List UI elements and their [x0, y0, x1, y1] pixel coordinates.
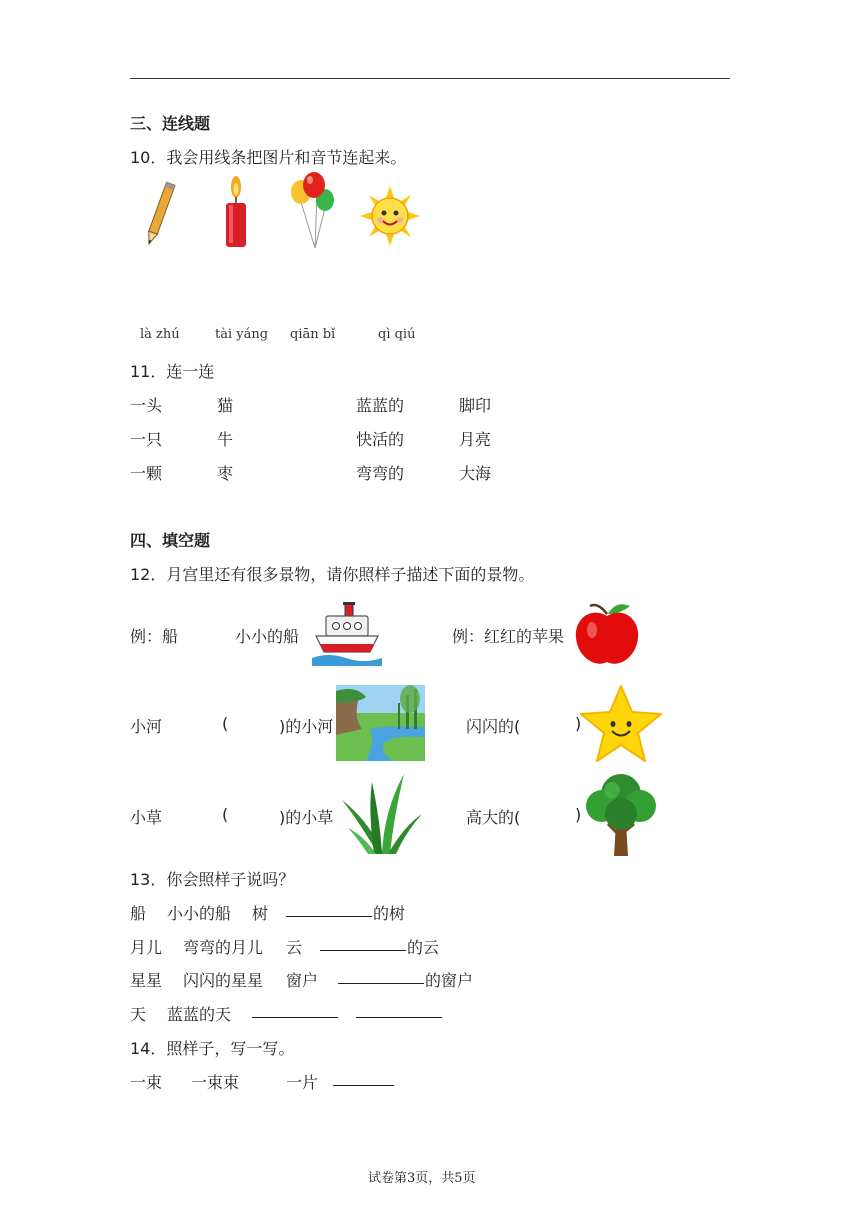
- q12-row2-paren-close: ): [575, 714, 582, 733]
- q13-line2-example: 弯弯的月儿: [183, 938, 264, 957]
- star-image: [578, 684, 664, 764]
- q11-prompt: 11．连一连: [130, 362, 215, 381]
- q13-line4-example: 蓝蓝的天: [167, 1005, 232, 1024]
- q12-row3-paren-open[interactable]: (: [222, 805, 229, 824]
- page-footer: 试卷第3页，共5页: [368, 1171, 476, 1186]
- q14-blank[interactable]: [333, 1069, 394, 1086]
- q12-example-1: 例：船: [130, 627, 179, 646]
- q12-row3-paren-close: ): [575, 805, 582, 824]
- q12-prompt: 12．月宫里还有很多景物，请你照样子描述下面的景物。: [130, 565, 535, 584]
- pinyin-qiqiu: qì qiú: [378, 327, 416, 342]
- match-right-2: 牛: [217, 430, 234, 449]
- grass-image: [338, 770, 424, 854]
- match-left-2: 一只: [130, 430, 163, 449]
- match-right-5: 月亮: [459, 430, 492, 449]
- q12-row2-paren-open[interactable]: (: [222, 714, 229, 733]
- q13-line3-example: 闪闪的星星: [183, 971, 264, 990]
- q12-row2-suffix: )的小河: [279, 717, 334, 736]
- q13-line1-example: 小小的船: [167, 904, 232, 923]
- q12-row2-label: 小河: [130, 717, 163, 736]
- match-left-6: 弯弯的: [356, 464, 405, 483]
- q13-line4-blank-1[interactable]: [252, 1001, 338, 1018]
- match-left-3: 一颗: [130, 464, 163, 483]
- q12-example-1-answer: 小小的船: [235, 627, 300, 646]
- section-3-title: 三、连线题: [130, 114, 211, 133]
- q13-line3-blank[interactable]: [338, 967, 424, 984]
- q12-row3-item2[interactable]: 高大的(: [466, 808, 521, 827]
- q14-prompt: 14．照样子，写一写。: [130, 1039, 295, 1058]
- pencil-image: [140, 180, 180, 250]
- q14-example-word: 一束: [130, 1073, 163, 1092]
- q13-line4-word: 天: [130, 1005, 147, 1024]
- q12-example-2: 例：红红的苹果: [452, 627, 565, 646]
- q12-row2-item2[interactable]: 闪闪的(: [466, 717, 521, 736]
- section-4-title: 四、填空题: [130, 531, 211, 550]
- q13-line1-target: 树: [252, 904, 269, 923]
- match-left-4: 蓝蓝的: [356, 396, 405, 415]
- match-right-3: 枣: [217, 464, 234, 483]
- q12-row3-suffix: )的小草: [279, 808, 334, 827]
- balloons-image: [287, 172, 337, 252]
- pinyin-lazhu: là zhú: [140, 327, 180, 342]
- q13-line1-blank[interactable]: [286, 900, 372, 917]
- match-left-1: 一头: [130, 396, 163, 415]
- q12-row3-label: 小草: [130, 808, 163, 827]
- q13-line4-blank-2[interactable]: [356, 1001, 442, 1018]
- boat-image: [310, 600, 384, 668]
- q13-line1-word: 船: [130, 904, 147, 923]
- apple-image: [572, 600, 642, 668]
- q13-line3-word: 星星: [130, 971, 163, 990]
- q13-line2-target: 云: [286, 938, 303, 957]
- q13-line3-suffix: 的窗户: [425, 971, 474, 990]
- match-right-1: 猫: [217, 396, 234, 415]
- q14-target-word: 一片: [286, 1073, 319, 1092]
- pinyin-qianbi: qiān bǐ: [290, 327, 336, 342]
- pinyin-taiyang: tài yáng: [215, 327, 269, 342]
- candle-image: [218, 175, 254, 251]
- q10-prompt: 10．我会用线条把图片和音节连起来。: [130, 148, 407, 167]
- match-right-6: 大海: [459, 464, 492, 483]
- q13-line2-suffix: 的云: [407, 938, 440, 957]
- sun-image: [360, 186, 420, 246]
- q13-line2-word: 月儿: [130, 938, 163, 957]
- match-left-5: 快活的: [356, 430, 405, 449]
- river-image: [336, 685, 425, 761]
- q14-example-answer: 一束束: [191, 1073, 240, 1092]
- q13-prompt: 13．你会照样子说吗？: [130, 870, 295, 889]
- tree-image: [582, 772, 660, 856]
- match-right-4: 脚印: [459, 396, 492, 415]
- q13-line3-target: 窗户: [286, 971, 319, 990]
- header-rule: [130, 78, 730, 79]
- q13-line2-blank[interactable]: [320, 934, 406, 951]
- q13-line1-suffix: 的树: [373, 904, 406, 923]
